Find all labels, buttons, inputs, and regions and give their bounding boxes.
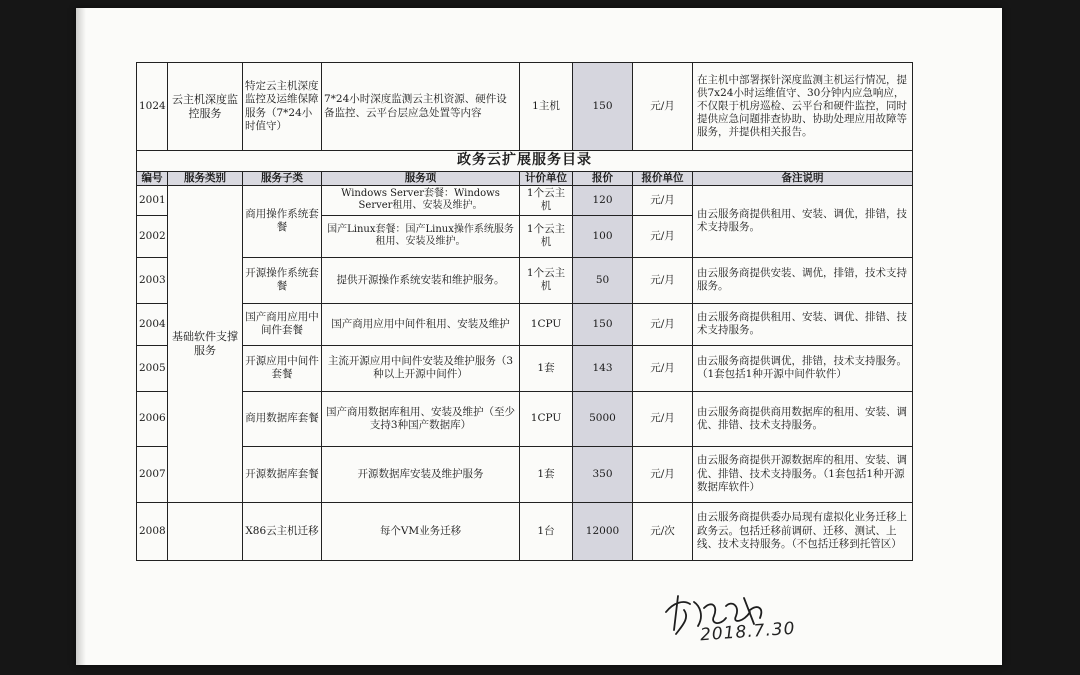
cell-id: 2002 bbox=[137, 215, 168, 257]
cell-price-unit: 元/月 bbox=[633, 303, 693, 345]
cell-price-unit: 元/次 bbox=[633, 502, 693, 560]
table-row-2008 bbox=[137, 502, 913, 560]
cell-unit: 1CPU bbox=[520, 391, 573, 446]
cell-service-item: 每个VM业务迁移 bbox=[322, 502, 520, 560]
cell-id: 2003 bbox=[137, 257, 168, 303]
cell-subcategory: 开源操作系统套餐 bbox=[243, 257, 322, 303]
cell-price-unit: 元/月 bbox=[633, 345, 693, 391]
cell-price-unit: 元/月 bbox=[633, 215, 693, 257]
cell-note: 由云服务商提供开源数据库的租用、安装、调优、排错、技术支持服务。（1套包括1种开源数据库软件） bbox=[693, 446, 913, 502]
cell-category: 云主机深度监控服务 bbox=[168, 63, 243, 151]
cell-subcategory: 商用数据库套餐 bbox=[243, 391, 322, 446]
cell-subcategory: X86云主机迁移 bbox=[243, 502, 322, 560]
header-price: 报价 bbox=[573, 171, 633, 185]
cell-subcategory: 国产商用应用中间件套餐 bbox=[243, 303, 322, 345]
cell-unit: 1主机 bbox=[520, 63, 573, 151]
header-price-unit: 报价单位 bbox=[633, 171, 693, 185]
cell-price: 143 bbox=[573, 345, 633, 391]
cell-id: 2006 bbox=[137, 391, 168, 446]
cell-service-item: 国产商用应用中间件租用、安装及维护 bbox=[322, 303, 520, 345]
table-row-2006 bbox=[137, 391, 913, 446]
cell-note: 由云服务商提供商用数据库的租用、安装、调优、排错、技术支持服务。 bbox=[693, 391, 913, 446]
cell-category-empty bbox=[168, 502, 243, 560]
table-caption: 政务云扩展服务目录 bbox=[137, 151, 913, 172]
cell-subcategory: 商用操作系统套餐 bbox=[243, 185, 322, 257]
cell-category-basic-software: 基础软件支撑服务 bbox=[168, 185, 243, 502]
service-catalog-table bbox=[136, 62, 913, 561]
cell-id: 2004 bbox=[137, 303, 168, 345]
cell-price-unit: 元/月 bbox=[633, 446, 693, 502]
table-row-2001 bbox=[137, 185, 913, 215]
cell-subcategory: 特定云主机深度监控及运维保障服务（7*24小时值守） bbox=[243, 63, 322, 151]
cell-id: 2005 bbox=[137, 345, 168, 391]
cell-price: 5000 bbox=[573, 391, 633, 446]
cell-unit: 1套 bbox=[520, 345, 573, 391]
cell-note: 在主机中部署探针深度监测主机运行情况，提供7x24小时运维值守、30分钟内应急响应，不仅限于机房巡检、云平台和硬件监控，同时提供应急问题排查协助、协助处理应用故障等服务，并提供相关报告。 bbox=[693, 63, 913, 151]
cell-unit: 1CPU bbox=[520, 303, 573, 345]
cell-service-item: 主流开源应用中间件安装及维护服务（3种以上开源中间件） bbox=[322, 345, 520, 391]
cell-subcategory: 开源应用中间件套餐 bbox=[243, 345, 322, 391]
cell-service-item: 国产Linux套餐：国产Linux操作系统服务租用、安装及维护。 bbox=[322, 215, 520, 257]
cell-price-unit: 元/月 bbox=[633, 185, 693, 215]
cell-id: 2008 bbox=[137, 502, 168, 560]
cell-unit: 1个云主机 bbox=[520, 185, 573, 215]
table-row-2004 bbox=[137, 303, 913, 345]
cell-id: 2001 bbox=[137, 185, 168, 215]
cell-price: 150 bbox=[573, 303, 633, 345]
header-service-item: 服务项 bbox=[322, 171, 520, 185]
cell-unit: 1套 bbox=[520, 446, 573, 502]
cell-unit: 1个云主机 bbox=[520, 215, 573, 257]
cell-service-item: 提供开源操作系统安装和维护服务。 bbox=[322, 257, 520, 303]
cell-service-item: 7*24小时深度监测云主机资源、硬件设备监控、云平台层应急处置等内容 bbox=[322, 63, 520, 151]
cell-price-unit: 元/月 bbox=[633, 63, 693, 151]
cell-note: 由云服务商提供安装、调优，排错，技术支持服务。 bbox=[693, 257, 913, 303]
header-note: 备注说明 bbox=[693, 171, 913, 185]
cell-price-unit: 元/月 bbox=[633, 257, 693, 303]
header-id: 编号 bbox=[137, 171, 168, 185]
cell-id: 2007 bbox=[137, 446, 168, 502]
cell-price: 120 bbox=[573, 185, 633, 215]
cell-note: 由云服务商提供租用、安装、调优、排错、技术支持服务。 bbox=[693, 303, 913, 345]
cell-price: 12000 bbox=[573, 502, 633, 560]
signature-date: 2018.7.30 bbox=[699, 618, 797, 646]
cell-price: 100 bbox=[573, 215, 633, 257]
header-category: 服务类别 bbox=[168, 171, 243, 185]
header-unit: 计价单位 bbox=[520, 171, 573, 185]
cell-id: 1024 bbox=[137, 63, 168, 151]
cell-note: 由云服务商提供委办局现有虚拟化业务迁移上政务云。包括迁移前调研、迁移、测试、上线、技术支持服务。（不包括迁移到托管区） bbox=[693, 502, 913, 560]
cell-service-item: 国产商用数据库租用、安装及维护（至少支持3种国产数据库） bbox=[322, 391, 520, 446]
cell-service-item: 开源数据库安装及维护服务 bbox=[322, 446, 520, 502]
cell-price-unit: 元/月 bbox=[633, 391, 693, 446]
cell-service-item: Windows Server套餐：Windows Server租用、安装及维护。 bbox=[322, 185, 520, 215]
header-subcategory: 服务子类 bbox=[243, 171, 322, 185]
table-caption-row bbox=[137, 151, 913, 172]
cell-subcategory: 开源数据库套餐 bbox=[243, 446, 322, 502]
table-header-row bbox=[137, 171, 913, 185]
cell-price: 50 bbox=[573, 257, 633, 303]
table-row-2007 bbox=[137, 446, 913, 502]
cell-unit: 1个云主机 bbox=[520, 257, 573, 303]
table-row-2005 bbox=[137, 345, 913, 391]
cell-note: 由云服务商提供租用、安装、调优，排错，技术支持服务。 bbox=[693, 185, 913, 257]
cell-note: 由云服务商提供调优，排错，技术支持服务。（1套包括1种开源中间件软件） bbox=[693, 345, 913, 391]
table-row-1024 bbox=[137, 63, 913, 151]
cell-unit: 1台 bbox=[520, 502, 573, 560]
table-row-2003 bbox=[137, 257, 913, 303]
cell-price: 150 bbox=[573, 63, 633, 151]
cell-price: 350 bbox=[573, 446, 633, 502]
